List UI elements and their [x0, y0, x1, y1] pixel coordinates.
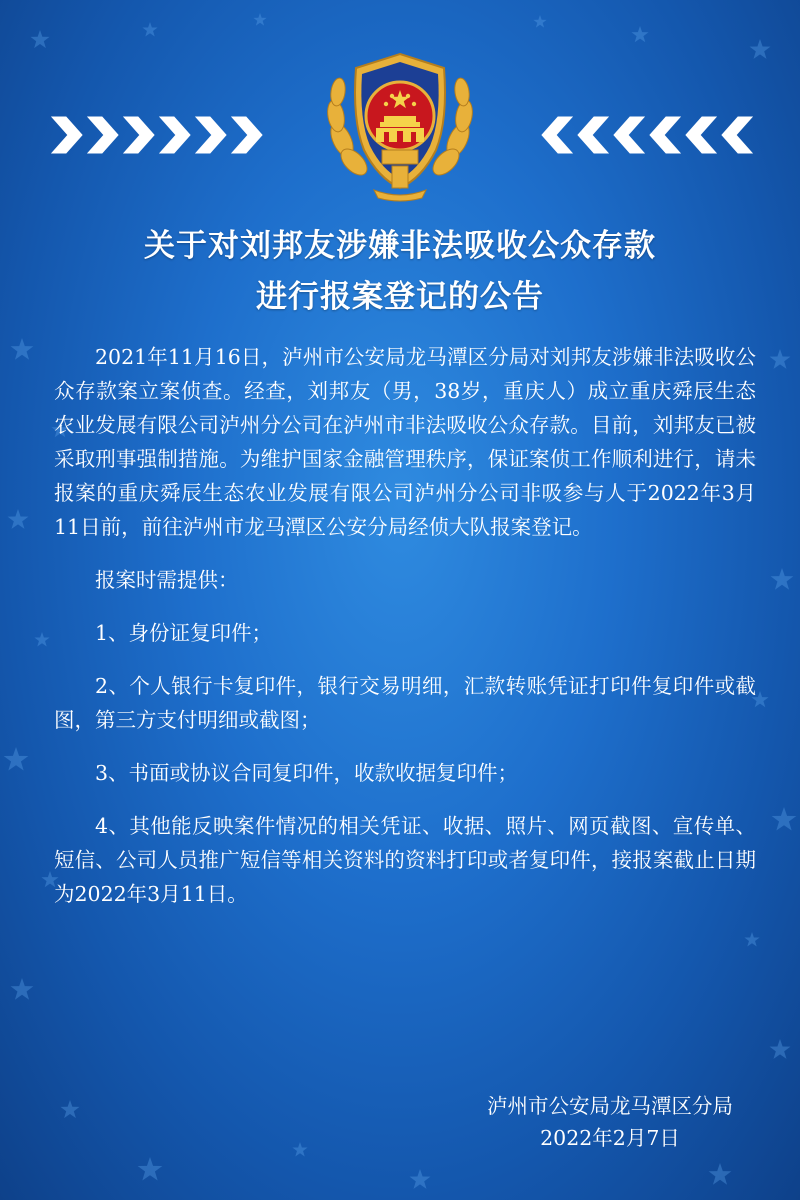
star-decoration	[770, 1039, 791, 1059]
star-decoration	[253, 13, 266, 26]
chevron-icon	[614, 117, 644, 153]
issuer-name: 泸州市公安局龙马潭区分局	[487, 1094, 733, 1118]
star-decoration	[142, 22, 157, 36]
issue-date: 2022年2月7日	[540, 1126, 680, 1150]
star-decoration	[11, 978, 34, 1000]
star-decoration	[138, 1157, 163, 1181]
chevron-icon	[88, 117, 118, 153]
requirement-item: 3、书面或协议合同复印件，收款收据复印件；	[95, 761, 519, 785]
star-decoration	[772, 807, 797, 831]
announcement-title-line1: 关于对刘邦友涉嫌非法吸收公众存款	[144, 228, 656, 264]
chevron-icon	[196, 117, 226, 153]
star-decoration	[292, 1142, 307, 1156]
announcement-body	[54, 340, 756, 911]
star-decoration	[631, 26, 648, 42]
requirement-item: 1、身份证复印件；	[95, 621, 273, 645]
star-decoration	[771, 568, 794, 590]
chevron-icon	[686, 117, 716, 153]
chevron-row-left	[48, 113, 268, 157]
star-decoration	[750, 39, 771, 59]
star-decoration	[4, 747, 29, 771]
star-decoration	[11, 338, 34, 360]
star-decoration	[410, 1169, 431, 1189]
chevron-icon	[578, 117, 608, 153]
requirement-item: 2、个人银行卡复印件，银行交易明细，汇款转账凭证打印件复印件或截图，第三方支付明细或截图；	[54, 674, 756, 732]
chevron-icon	[650, 117, 680, 153]
chevron-row-right	[538, 113, 758, 157]
star-decoration	[744, 932, 759, 946]
chevron-icon	[722, 117, 752, 153]
signature-block	[460, 1090, 760, 1154]
star-decoration	[31, 30, 50, 48]
chevron-icon	[52, 117, 82, 153]
star-decoration	[8, 509, 29, 529]
chevron-icon	[232, 117, 262, 153]
star-decoration	[61, 1100, 80, 1118]
chevron-icon	[160, 117, 190, 153]
chevron-icon	[542, 117, 572, 153]
star-decoration	[533, 15, 546, 28]
announcement-title-line2: 进行报案登记的公告	[256, 279, 544, 315]
police-emblem-icon	[318, 50, 482, 202]
star-decoration	[34, 632, 49, 646]
requirement-item: 4、其他能反映案件情况的相关凭证、收据、照片、网页截图、宣传单、短信、公司人员推广短信等相关资料的资料打印或者复印件，接报案截止日期为2022年3月11日。	[54, 814, 756, 906]
star-decoration	[709, 1163, 732, 1185]
requirements-heading: 报案时需提供：	[95, 568, 239, 592]
body-paragraph: 2021年11月16日，泸州市公安局龙马潭区分局对刘邦友涉嫌非法吸收公众存款案立案侦查。经查，刘邦友（男，38岁，重庆人）成立重庆舜辰生态农业发展有限公司泸州分公司在泸州市非法吸收公众存款。目前，刘邦友已被采取刑事强制措施。为维护国家金融管理秩序，保证案侦工作顺利进行，请未报案的重庆舜辰生态农业发展有限公司泸州分公司非吸参与人于2022年3月11日前，前往泸州市龙马潭区公安分局经侦大队报案登记。	[54, 345, 756, 539]
chevron-icon	[124, 117, 154, 153]
star-decoration	[770, 349, 791, 369]
